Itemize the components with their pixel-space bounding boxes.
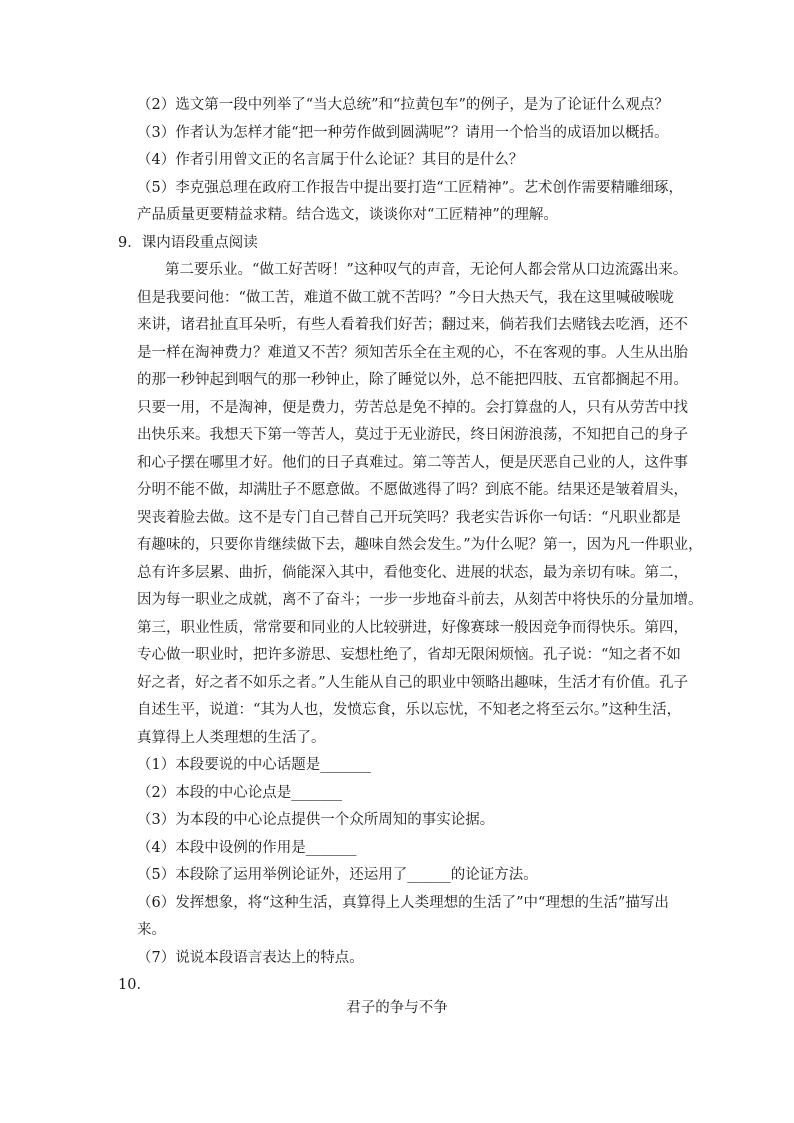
passage-line: 好之者，好之者不如乐之者。”人生能从自己的职业中领略出趣味，生活才有价值。孔子 <box>137 675 689 691</box>
passage-line: 总有许多层累、曲折，倘能深入其中，看他变化、进展的状态，最为亲切有味。第二， <box>137 565 688 581</box>
item-9-question-5: （5）本段除了运用举例论证外，还运用了______的论证方法。 <box>137 867 538 883</box>
passage-line: 自述生平，说道：“其为人也，发愤忘食，乐以忘忧，不知老之将至云尔。”这种生活， <box>137 702 682 718</box>
prev-question-3: （3）作者认为怎样才能“把一种劳作做到圆满呢”？请用一个恰当的成语加以概括。 <box>137 125 669 141</box>
passage-line: 出快乐来。我想天下第一等苦人，莫过于无业游民，终日闲游浪荡，不知把自己的身子 <box>137 427 688 443</box>
passage-line: 分明不能不做，却满肚子不愿意做。不愿做逃得了吗？到底不能。结果还是皱着眉头， <box>137 482 688 498</box>
item-9-question-4: （4）本段中设例的作用是_______ <box>137 840 357 856</box>
item-9-question-2: （2）本段的中心论点是_______ <box>137 785 342 801</box>
passage-line: 和心子摆在哪里才好。他们的日子真难过。第二等苦人，便是厌恶自己业的人，这件事 <box>137 455 688 471</box>
passage-line: 但是我要问他：“做工苦，难道不做工就不苦吗？”今日大热天气，我在这里喊破喉咙 <box>137 290 674 306</box>
item-9-heading: 9．课内语段重点阅读 <box>118 235 258 251</box>
passage-line: 第二要乐业。“做工好苦呀！”这种叹气的声音，无论何人都会常从口边流露出来。 <box>165 262 688 278</box>
item-9-question-6-cont: 来。 <box>137 922 166 938</box>
item-9-question-7: （7）说说本段语言表达上的特点。 <box>137 950 364 966</box>
prev-question-5: （5）李克强总理在政府工作报告中提出要打造“工匠精神”。艺术创作需要精雕细琢， <box>137 180 684 196</box>
item-9-question-3: （3）为本段的中心论点提供一个众所周知的事实论据。 <box>137 812 495 828</box>
passage-line: 来讲，诸君扯直耳朵听，有些人看着我们好苦；翻过来，倘若我们去赌钱去吃酒，还不 <box>137 317 688 333</box>
passage-line: 真算得上人类理想的生活了。 <box>137 730 326 746</box>
item-9-question-6: （6）发挥想象，将“这种生活，真算得上人类理想的生活了”中“理想的生活”描写出 <box>137 895 669 911</box>
passage-line: 因为每一职业之成就，离不了奋斗；一步一步地奋斗前去，从刻苦中将快乐的分量加增。 <box>137 592 703 608</box>
passage-line: 的那一秒钟起到咽气的那一秒钟止，除了睡觉以外，总不能把四肢、五官都搁起不用。 <box>137 372 688 388</box>
passage-line: 有趣味的，只要你肯继续做下去，趣味自然会发生。”为什么呢？第一，因为凡一件职业， <box>137 537 703 553</box>
prev-question-4: （4）作者引用曾文正的名言属于什么论证？其目的是什么？ <box>137 152 524 168</box>
item-9-question-1: （1）本段要说的中心话题是_______ <box>137 757 371 773</box>
passage-line: 是一样在淘神费力？难道又不苦？须知苦乐全在主观的心，不在客观的事。人生从出胎 <box>137 345 688 361</box>
prev-question-5-cont: 产品质量更要精益求精。结合选文，谈谈你对“工匠精神”的理解。 <box>137 207 558 223</box>
item-10-title: 君子的争与不争 <box>346 1000 448 1016</box>
item-10-number: 10． <box>118 977 151 993</box>
passage-line: 只要一用，不是淘神，便是费力，劳苦总是免不掉的。会打算盘的人，只有从劳苦中找 <box>137 400 688 416</box>
prev-question-2: （2）选文第一段中列举了“当大总统”和“拉黄包车”的例子，是为了论证什么观点？ <box>137 97 669 113</box>
passage-line: 哭丧着脸去做。这不是专门自己替自己开玩笑吗？我老实告诉你一句话：“凡职业都是 <box>137 510 681 526</box>
passage-line: 第三，职业性质，常常要和同业的人比较骈进，好像赛球一般因竞争而得快乐。第四， <box>137 620 688 636</box>
passage-line: 专心做一职业时，把许多游思、妄想杜绝了，省却无限闲烦恼。孔子说：“知之者不如 <box>137 647 681 663</box>
